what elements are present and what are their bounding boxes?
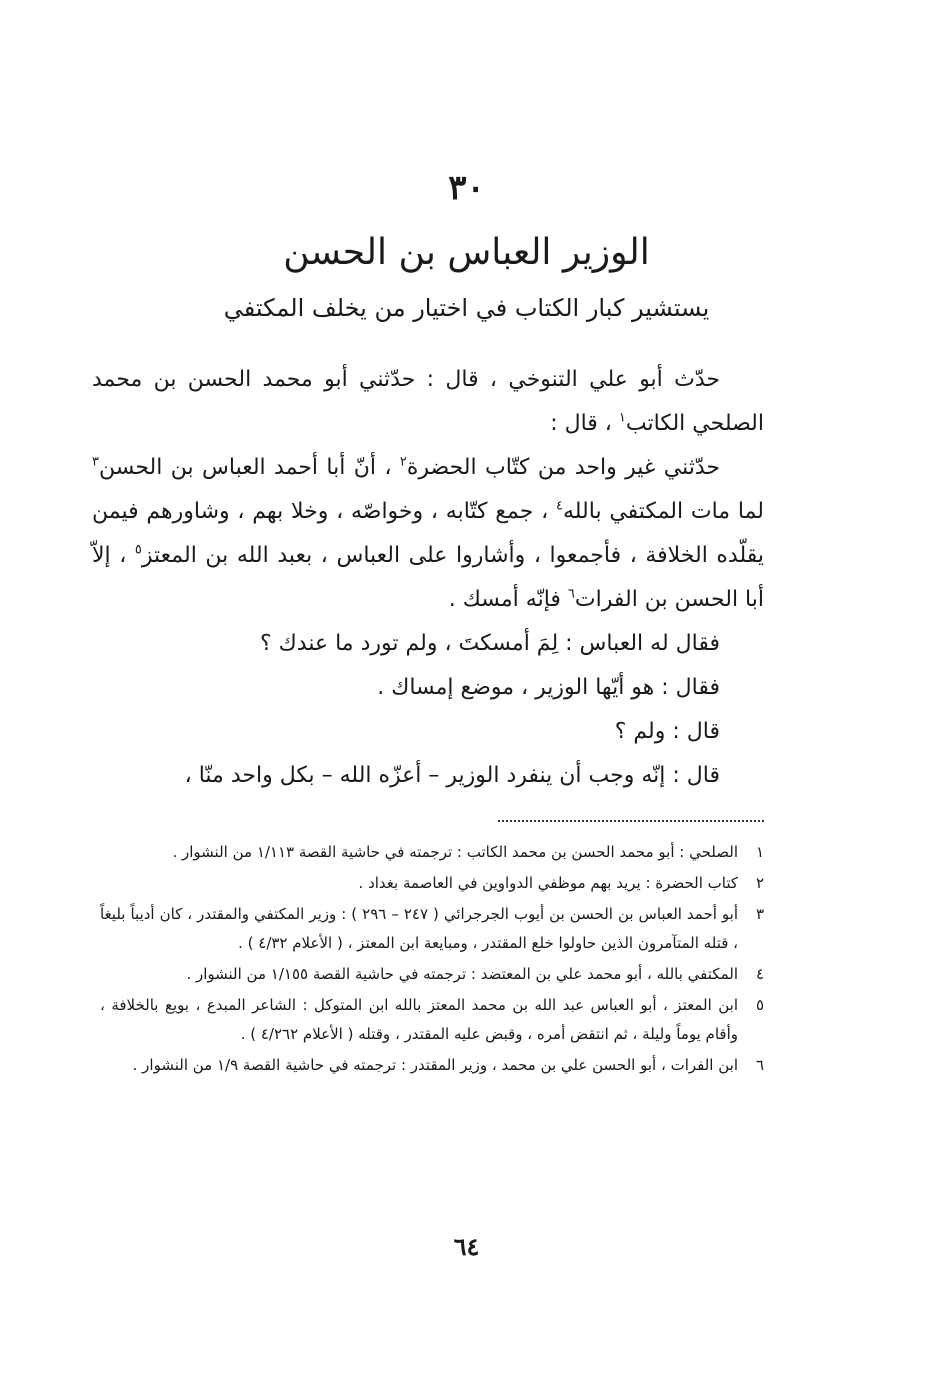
footnote-item bbox=[100, 1051, 764, 1080]
footnote-text: المكتفي بالله ، أبو محمد علي بن المعتضد : ترجمته في حاشية القصة ١/١٥٥ من النشوار . bbox=[186, 965, 738, 983]
paragraph-text: ، أنّ أبا أحمد العباس بن الحسن bbox=[98, 455, 400, 480]
paragraph-text: حدّث أبو علي التنوخي ، قال : حدّثني أبو محمد الحسن بن محمد الصلحي الكاتب bbox=[92, 367, 764, 436]
footnote-reference[interactable]: ٣ bbox=[92, 454, 99, 470]
footnote-number: ٢ bbox=[755, 874, 764, 892]
body-paragraph bbox=[92, 666, 764, 710]
footnote-reference[interactable]: ١ bbox=[618, 410, 626, 426]
footnote-number: ٦ bbox=[755, 1056, 764, 1074]
footnotes bbox=[100, 838, 764, 1082]
story-number: ٣٠ bbox=[448, 168, 485, 208]
footnote-item bbox=[100, 991, 764, 1049]
footnote-item bbox=[100, 838, 764, 867]
paragraph-text: قال : ولم ؟ bbox=[614, 719, 720, 744]
footnote-reference[interactable]: ٤ bbox=[555, 498, 563, 514]
footnote-text: كتاب الحضرة : يريد بهم موظفي الدواوين في العاصمة بغداد . bbox=[358, 874, 738, 892]
footnote-item bbox=[100, 900, 764, 958]
paragraph-text: ، إلاّ أبا الحسن بن الفرات bbox=[92, 543, 764, 612]
page-number: ٦٤ bbox=[453, 1232, 480, 1261]
paragraph-text: ، جمع كتّابه ، وخواصّه ، وخلا بهم ، وشاورهم فيمن يقلّده الخلافة ، فأجمعوا ، وأشاروا على العباس ، بعبد الله بن المعتز bbox=[92, 499, 765, 568]
footnote-text: ابن المعتز ، أبو العباس عبد الله بن محمد المعتز بالله ابن المتوكل : الشاعر المبدع ، بويع بالخلافة ، وأقام يوماً وليلة ، ثم انتقض أمره ، وقبض عليه المقتدر ، وقتله ( الأعلام ٤/٢٦٢ ) . bbox=[100, 996, 738, 1043]
body-paragraph bbox=[92, 710, 764, 754]
paragraph-text: فإنّه أمسك . bbox=[448, 587, 568, 612]
footnote-text: أبو أحمد العباس بن الحسن بن أيوب الجرجرائي ( ٢٤٧ – ٢٩٦ ) : وزير المكتفي والمقتدر ، كان أديباً بليغاً ، قتله المتآمرون الذين حاولوا خلع المقتدر ، ومبايعة ابن المعتز ، ( الأعلام ٤/٣٢ ) . bbox=[100, 905, 738, 952]
footnote-item bbox=[100, 869, 764, 898]
footnote-number: ٤ bbox=[755, 965, 764, 983]
story-body bbox=[92, 358, 764, 798]
footnote-reference[interactable]: ٦ bbox=[567, 586, 575, 602]
body-paragraph bbox=[92, 358, 764, 446]
footnote-item bbox=[100, 960, 764, 989]
paragraph-text: لما مات المكتفي بالله bbox=[562, 499, 764, 524]
footnote-number: ١ bbox=[755, 843, 764, 861]
footnote-reference[interactable]: ٢ bbox=[399, 454, 407, 470]
paragraph-text: حدّثني غير واحد من كتّاب الحضرة bbox=[406, 455, 720, 480]
footnote-reference[interactable]: ٥ bbox=[134, 542, 142, 558]
paragraph-text: فقال له العباس : لِمَ أمسكتَ ، ولم تورد ما عندك ؟ bbox=[259, 631, 720, 656]
footnote-number: ٥ bbox=[755, 996, 764, 1014]
body-paragraph bbox=[92, 622, 764, 666]
paragraph-text: فقال : هو أيّها الوزير ، موضع إمساك . bbox=[377, 675, 720, 700]
body-paragraph bbox=[92, 754, 764, 798]
footnote-separator bbox=[498, 820, 764, 822]
footnote-text: الصلحي : أبو محمد الحسن بن محمد الكاتب : ترجمته في حاشية القصة ١/١١٣ من النشوار . bbox=[172, 843, 738, 861]
story-subtitle: يستشير كبار الكتاب في اختيار من يخلف المكتفي bbox=[223, 294, 710, 322]
story-title: الوزير العباس بن الحسن bbox=[283, 232, 650, 273]
body-paragraph bbox=[92, 446, 764, 622]
footnote-text: ابن الفرات ، أبو الحسن علي بن محمد ، وزير المقتدر : ترجمته في حاشية القصة ١/٩ من النشوار . bbox=[132, 1056, 738, 1074]
paragraph-text: قال : إنّه وجب أن ينفرد الوزير – أعزّه الله – بكل واحد منّا ، bbox=[184, 763, 720, 788]
paragraph-text: ، قال : bbox=[550, 411, 619, 436]
footnote-number: ٣ bbox=[755, 905, 764, 923]
